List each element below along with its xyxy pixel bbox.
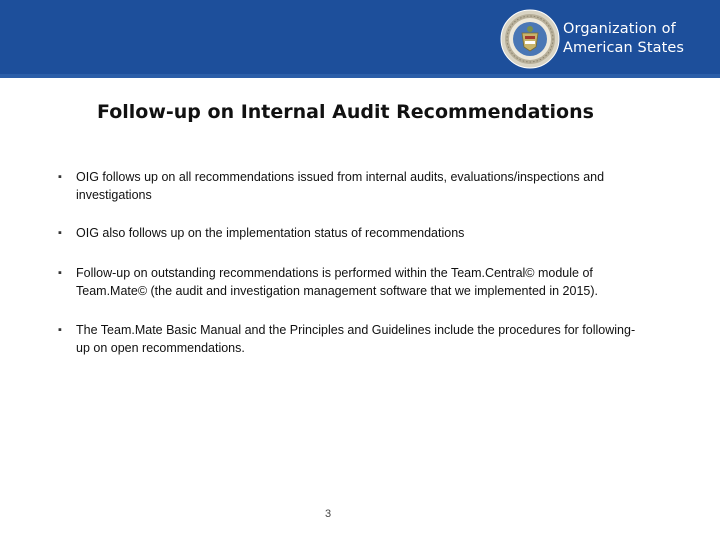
bullet-text: OIG also follows up on the implementation status of recommendations xyxy=(76,226,465,240)
bullet-marker: ▪ xyxy=(58,171,62,183)
oas-seal-icon xyxy=(500,9,560,69)
organization-name xyxy=(563,20,684,58)
page-number: 3 xyxy=(325,508,332,520)
bullet-text: OIG follows up on all recommendations issued from internal audits, evaluations/inspections and investigations xyxy=(76,170,605,202)
bullet-text: The Team.Mate Basic Manual and the Principles and Guidelines include the procedures for following-up on open recommendations. xyxy=(76,323,636,355)
bullet-marker: ▪ xyxy=(58,267,62,279)
org-name-line-1: Organization of xyxy=(563,21,676,37)
bullet-marker: ▪ xyxy=(58,227,62,239)
bullet-text: Follow-up on outstanding recommendations is performed within the Team.Central© module of Team.Mate© (the audit and investigation management software that we implemented in 2015). xyxy=(76,266,598,298)
bullet-marker: ▪ xyxy=(58,324,62,336)
slide-title: Follow-up on Internal Audit Recommendations xyxy=(97,101,594,123)
header-bar xyxy=(0,0,720,78)
org-name-line-2: American States xyxy=(563,40,685,56)
